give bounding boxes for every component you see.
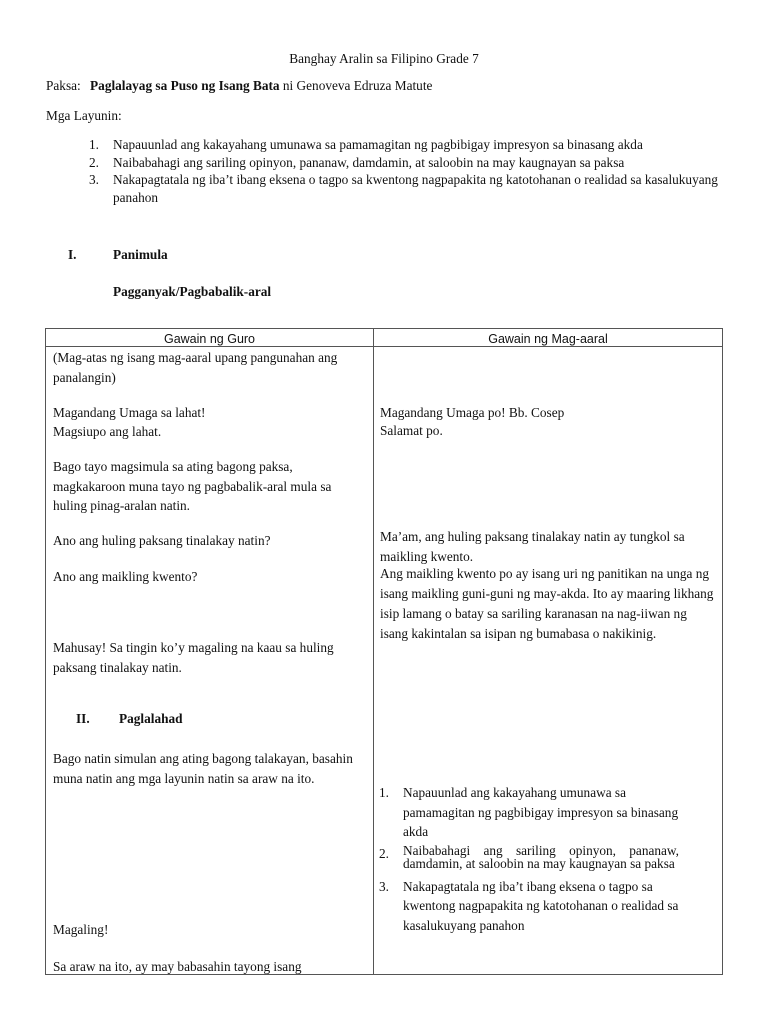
- topic-line: [46, 77, 432, 95]
- topic-author: ni Genoveva Edruza Matute: [282, 78, 433, 93]
- magaaral-text: Ma’am, ang huling paksang tinalakay natin ay tungkol sa maikling kwento.: [380, 529, 685, 564]
- goal-item: [84, 154, 724, 172]
- guro-text: Sa araw na ito, ay may babasahin tayong isang: [53, 959, 302, 974]
- section-2-number: II.: [76, 711, 90, 726]
- document-title: Banghay Aralin sa Filipino Grade 7: [289, 51, 479, 66]
- goal-number: 3.: [379, 878, 389, 894]
- guro-text: (Mag-atas ng isang mag-aaral upang pangunahan ang panalangin): [53, 350, 338, 385]
- goals-heading: Mga Layunin:: [46, 108, 122, 123]
- goal-number: 1.: [379, 785, 389, 800]
- goal-text: Naibabahagi ang sariling opinyon, pananaw, damdamin, at saloobin na may kaugnayan sa paksa: [113, 154, 625, 170]
- column-divider: [373, 329, 374, 974]
- section-1-subtitle: Pagganyak/Pagbabalik-aral: [113, 284, 272, 299]
- goal-number: 2.: [89, 154, 99, 170]
- section-1-title: Panimula: [113, 247, 168, 262]
- goal-text: Napauunlad ang kakayahang umunawa sa pamamagitan ng pagbibigay impresyon sa binasang akda: [113, 137, 643, 152]
- topic-label: Paksa:: [46, 78, 81, 93]
- guro-text: Bago tayo magsimula sa ating bagong paksa, magkakaroon muna tayo ng pagbabalik-aral mula sa huling pinag-aralan natin.: [53, 459, 332, 513]
- goal-text: Napauunlad ang kakayahang umunawa sa pamamagitan ng pagbibigay impresyon sa binasang akda: [403, 785, 679, 839]
- goal-item: [379, 844, 679, 870]
- section-1-number: I.: [68, 247, 77, 262]
- goal-text: Naibabahagi ang sariling opinyon, pananaw, damdamin, at saloobin na may kaugnayan sa paksa: [403, 842, 679, 871]
- column-header-magaaral: Gawain ng Mag-aaral: [488, 332, 608, 346]
- magaaral-goals-list: [379, 783, 679, 935]
- column-header-guro: Gawain ng Guro: [163, 332, 256, 346]
- goal-item: [84, 136, 724, 154]
- goal-number: 3.: [89, 172, 99, 187]
- guro-text: Magsiupo ang lahat.: [53, 424, 162, 439]
- goal-item: [84, 171, 724, 206]
- topic-title: Paglalayag sa Puso ng Isang Bata: [90, 78, 280, 93]
- goal-item: [379, 877, 679, 936]
- guro-text: Bago natin simulan ang ating bagong talakayan, basahin muna natin ang mga layunin natin sa araw na ito.: [53, 751, 353, 786]
- goal-number: 1.: [89, 137, 99, 152]
- magaaral-text: Ang maikling kwento po ay isang uri ng panitikan na unga ng isang maikling guni-guni ng may-akda. Ito ay maaring likhang isip lamang o batay sa sariling karanasan na nag-iiwan ng isang kakintalan sa isipan ng bumabasa o nakikinig.: [380, 566, 714, 641]
- magaaral-text: Magandang Umaga po! Bb. Cosep: [380, 405, 565, 420]
- guro-text: Magandang Umaga sa lahat!: [53, 405, 206, 420]
- goal-text: Nakapagtatala ng iba’t ibang eksena o tagpo sa kwentong nagpapakita ng katotohanan o realidad sa kasalukuyang panahon: [113, 172, 718, 205]
- guro-text: Ano ang maikling kwento?: [53, 569, 198, 584]
- goal-number: 2.: [379, 845, 389, 861]
- magaaral-text: Salamat po.: [380, 423, 443, 438]
- goals-list: [84, 136, 724, 206]
- goal-text: Nakapagtatala ng iba’t ibang eksena o tagpo sa kwentong nagpapakita ng katotohanan o realidad sa kasalukuyang panahon: [403, 878, 679, 933]
- guro-text: Magaling!: [53, 922, 109, 937]
- guro-text: Mahusay! Sa tingin ko’y magaling na kaau sa huling paksang tinalakay natin.: [53, 640, 334, 675]
- section-2-title: Paglalahad: [119, 711, 183, 726]
- guro-text: Ano ang huling paksang tinalakay natin?: [53, 533, 271, 548]
- goal-item: [379, 783, 679, 842]
